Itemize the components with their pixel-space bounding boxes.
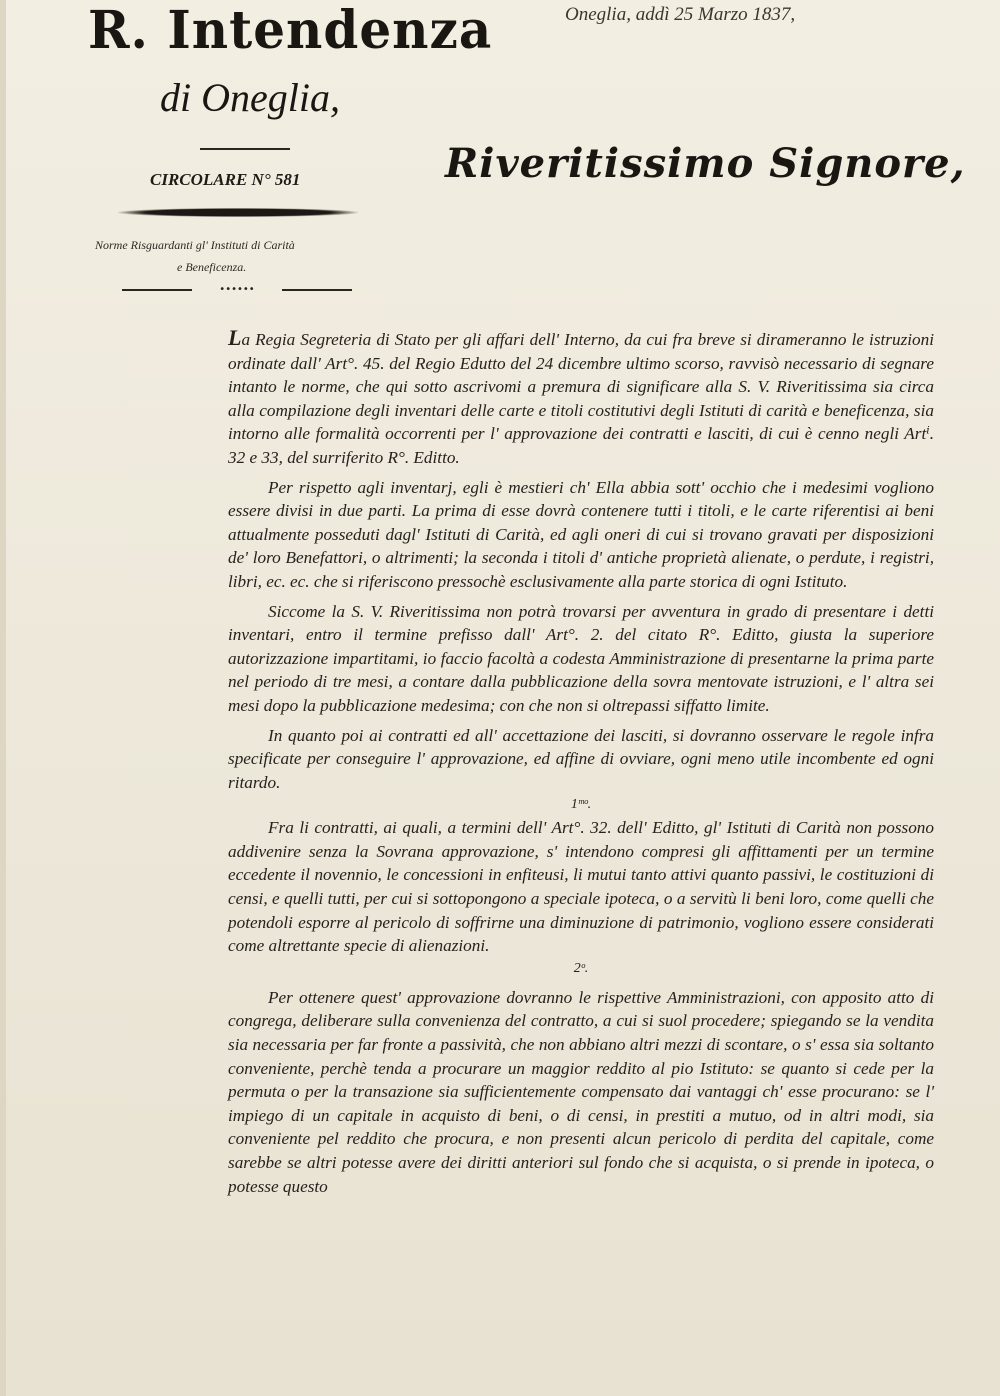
subject-note [95, 234, 385, 278]
paragraph-6: Per ottenere quest' approvazione dovranno le rispettive Amministrazioni, con apposito atto di congrega, deliberare sulla convenienza del contratto, a cui si suol procedere; spiegando se la vendita sia necessaria per far fronte a passività, che non abbiano altri mezzi di scontare, o s' essa sia soltanto conveniente, perchè tenda a procurare un maggior reddito al pio Istituto: se quanto si cede per la permuta o per la transazione sia sufficientemente compensato dai vantaggi ch' esse procurano: se l' impiego di un capitale in acquisto di beni, o di censi, in prestiti a mutuo, od in altri modi, sia conveniente pel reddito che procura, e non presenti alcun pericolo di perdita del capitale, come sarebbe se altri potesse avere dei diritti anteriori sul fondo che si acquista, o si prende in ipoteca, o potesse questo [228, 987, 934, 1196]
paragraph-4: In quanto poi ai contratti ed all' accettazione dei lasciti, si dovranno osservare le regole infra specificate per conseguire l' approvazione, ed affine di ovviare, ogni meno utile incombente ed ogni ritardo. [228, 725, 934, 792]
letter-body [228, 326, 934, 1198]
salutation: Riveritissimo Signore, [445, 140, 966, 187]
office-heading: R. Intendenza [88, 0, 493, 61]
divider-rule [200, 148, 290, 150]
section-number-1: 1ᵐᵒ. [570, 797, 592, 813]
dateline: Oneglia, addì 25 Marzo 1837, [565, 4, 796, 25]
paragraph-1: La Regia Segreteria di Stato per gli affari dell' Interno, da cui fra breve si dirameranno le istruzioni ordinate dall' Art°. 45. del Regio Edutto del 24 dicembre ultimo scorso, ravvisò necessario di segnare intanto le norme, che qui sotto ascrivomi a premura di significare alla S. V. Riveritissima sia circa alla compilazione degli inventari delle carte e titoli costitutivi degli Istituti di carità e beneficenza, sia intorno alle formalità occorrenti per l' approvazione dei contratti e lasciti, di cui è cenno negli Artⁱ. 32 e 33, del surriferito R°. Editto. [228, 325, 934, 467]
paragraph-3: Siccome la S. V. Riveritissima non potrà trovarsi per avventura in grado di presentare i detti inventari, entro il termine prefisso dall' Art°. 2. del citato R°. Editto, giusta la superiore autorizzazione impartitami, io faccio facoltà a codesta Amministrazione di presentarne la prima parte nel periodo di tre mesi, a contare dalla pubblicazione della sovra mentovate istruzioni, e l' altra sei mesi dopo la pubblicazione medesima; con che non si oltrepassi siffatto limite. [228, 601, 934, 715]
thick-divider-rule [118, 208, 358, 217]
office-location: di Oneglia, [160, 75, 340, 120]
subject-line-1: Norme Risguardanti gl' Instituti di Carità [95, 238, 295, 252]
subject-line-2: e Beneficenza. [177, 260, 247, 274]
page-edge [0, 0, 6, 1396]
ornament-divider: •••••• [122, 285, 352, 295]
circular-number: CIRCOLARE N° 581 [150, 170, 301, 189]
paragraph-5: Fra li contratti, ai quali, a termini dell' Art°. 32. dell' Editto, gl' Istituti di Carità non possono addivenire senza la Sovrana approvazione, s' intendono compresi gli affittamenti per un termine eccedente il novennio, le concessioni in enfiteusi, li mutui tanto attivi quanto passivi, le costituzioni di censi, e quelli tutti, per cui si sottopongono a speciale ipoteca, o a servitù li beni loro, come quelli che potendoli esporre al pericolo di soffrirne una diminuzione di patrimonio, vogliono essere considerati come altrettante specie di alienazioni. [228, 818, 934, 956]
paragraph-2: Per rispetto agli inventarj, egli è mestieri ch' Ella abbia sott' occhio che i medesimi vogliono essere divisi in due parti. La prima di esse dovrà contenere tutti i titoli, e le carte riferentisi ai beni attualmente posseduti dagl' Istituti di Carità, ed agli oneri di cui si trovano gravati per disposizioni de' loro Benefattori, o altrimenti; la seconda i titoli d' antiche proprietà alienate, o perdute, i registri, libri, ec. ec. che si riferiscono pressochè esclusivamente alla parte storica di ogni Istituto. [228, 477, 934, 591]
section-number-2: 2ᵒ. [573, 960, 589, 976]
